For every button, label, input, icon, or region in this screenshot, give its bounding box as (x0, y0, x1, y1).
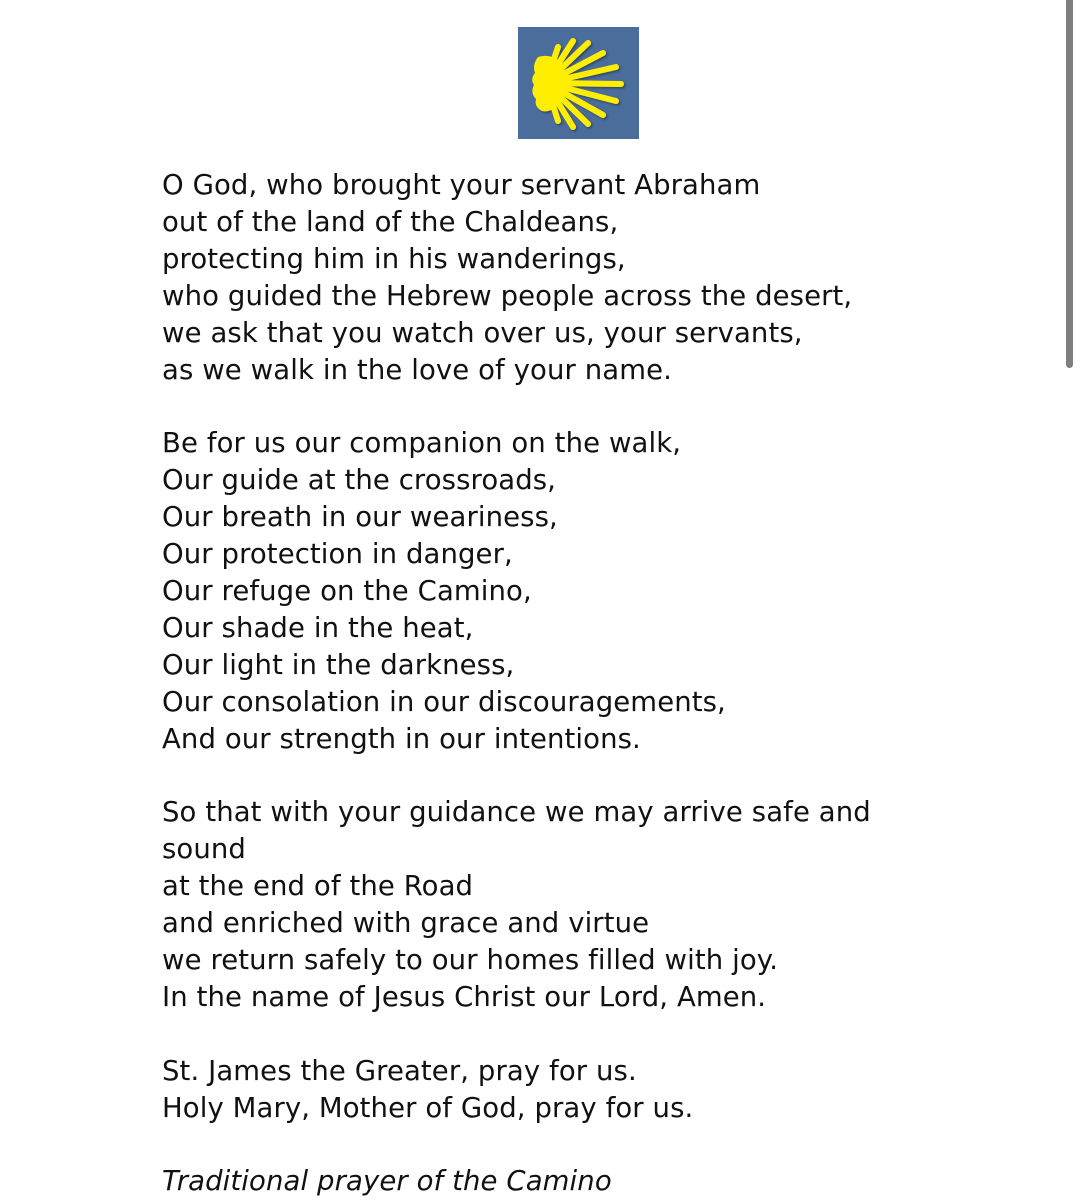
prayer-text (162, 167, 932, 1200)
prayer-line: Our guide at the crossroads, (162, 464, 557, 497)
prayer-line: who guided the Hebrew people across the desert, (162, 279, 853, 312)
prayer-line: O God, who brought your servant Abraham (162, 169, 761, 201)
prayer-line: we return safely to our homes filled with joy. (162, 944, 779, 976)
prayer-line: we ask that you watch over us, your servants, (162, 316, 803, 349)
prayer-line: Our protection in danger, (162, 538, 513, 571)
stanza-gap (162, 1016, 932, 1053)
prayer-line: St. James the Greater, pray for us. (162, 1054, 637, 1087)
prayer-line: So that with your guidance we may arrive safe and (162, 796, 871, 829)
prayer-line: Our shade in the heat, (162, 611, 474, 644)
scrollbar-thumb[interactable] (1066, 0, 1073, 368)
prayer-line: Our refuge on the Camino, (162, 574, 532, 607)
attribution: Traditional prayer of the Camino (162, 1165, 612, 1198)
prayer-line: and enriched with grace and virtue (162, 907, 650, 940)
stanza-1 (162, 167, 932, 388)
prayer-line: Our breath in our weariness, (162, 501, 558, 534)
prayer-line: sound (162, 833, 246, 866)
stanza-4 (162, 1053, 932, 1127)
prayer-line: Our light in the darkness, (162, 648, 515, 681)
prayer-line: out of the land of the Chaldeans, (162, 205, 619, 238)
prayer-line: Holy Mary, Mother of God, pray for us. (162, 1091, 694, 1124)
prayer-line: Our consolation in our discouragements, (162, 685, 726, 718)
camino-shell-logo (518, 27, 639, 139)
prayer-line: Be for us our companion on the walk, (162, 427, 682, 460)
stanza-gap (162, 388, 932, 425)
prayer-line: protecting him in his wanderings, (162, 242, 626, 275)
scallop-shell-icon (518, 27, 639, 139)
stanza-2 (162, 425, 932, 757)
stanza-gap (162, 757, 932, 794)
prayer-line: And our strength in our intentions. (162, 722, 641, 755)
prayer-line: at the end of the Road (162, 870, 474, 903)
prayer-line: as we walk in the love of your name. (162, 353, 672, 386)
stanza-gap (162, 1127, 932, 1164)
prayer-line: In the name of Jesus Christ our Lord, Amen. (162, 980, 767, 1013)
stanza-3 (162, 794, 932, 1015)
